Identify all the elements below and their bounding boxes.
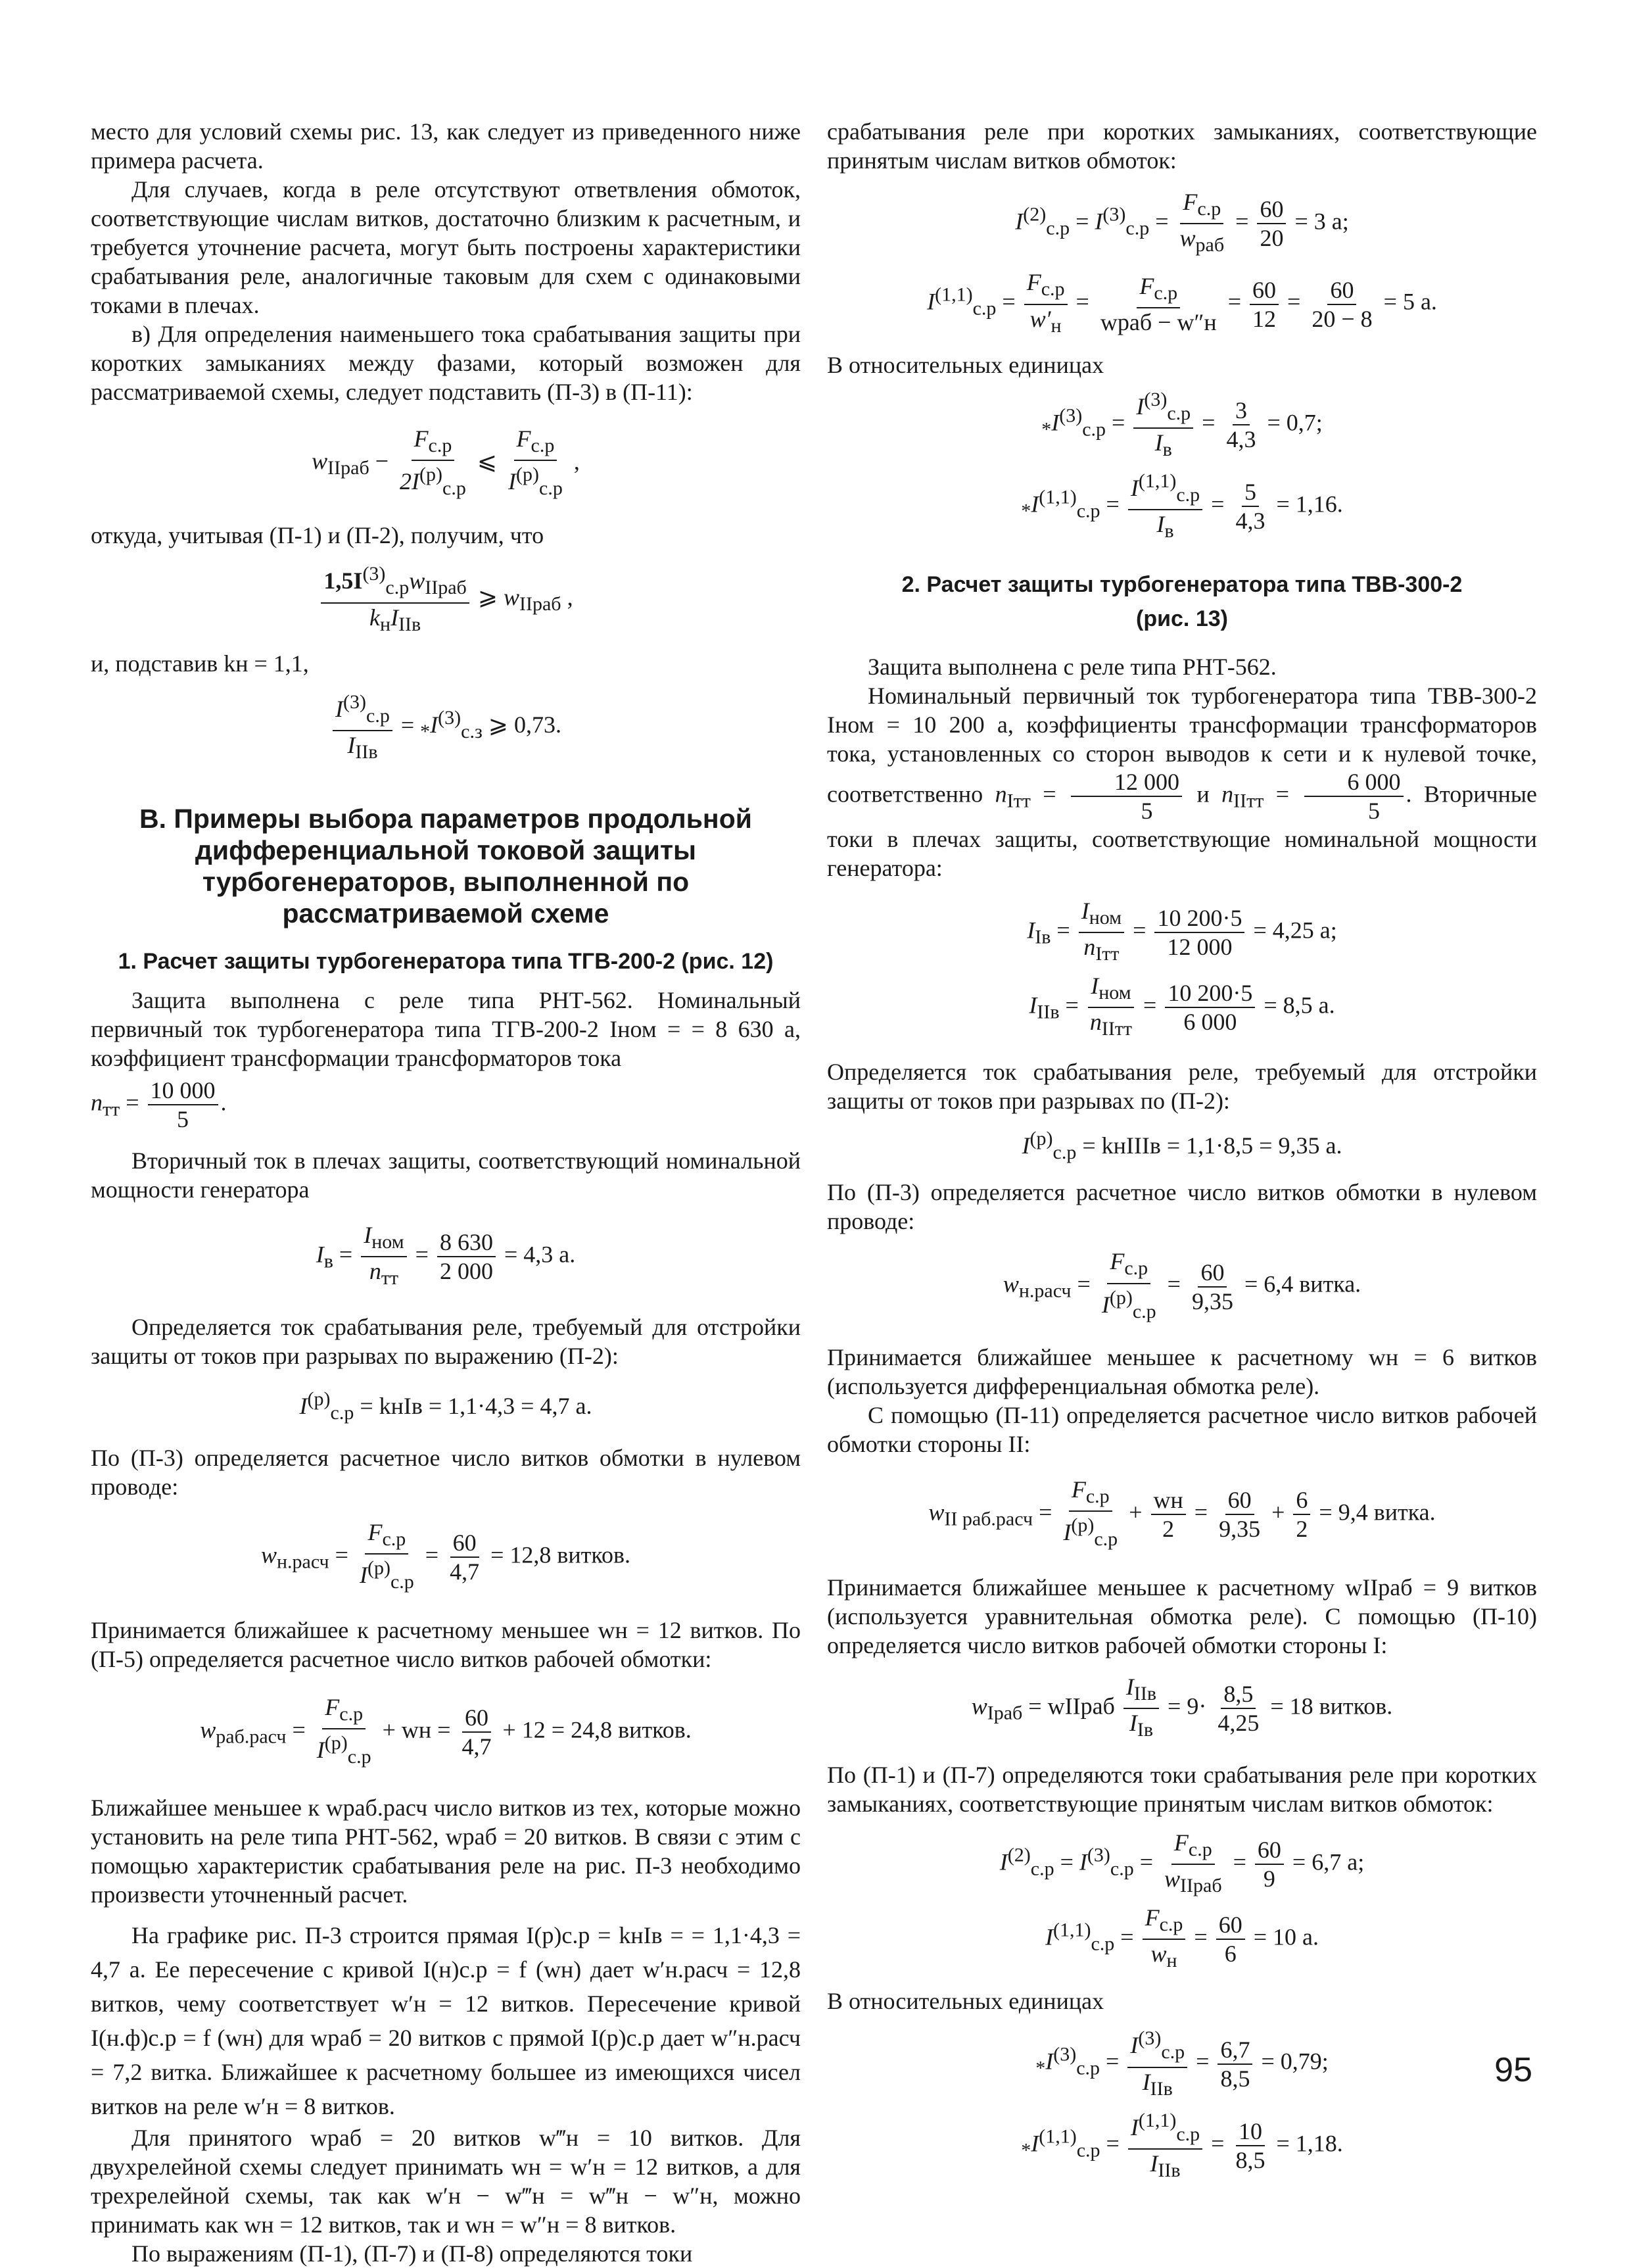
paragraph: срабатывания реле при коротких замыканиях, соответствующие принятым числам витков обмоток: xyxy=(827,118,1537,174)
fraction: $\frac{8,5}{4,25}$ xyxy=(1217,1681,1260,1737)
paragraph: Защита выполнена с реле типа РНТ-562. Номинальный первичный ток турбогенератора типа ТГВ-200-2 Iном = = 8 630 а, коэффициент трансформации трансформаторов тока xyxy=(91,987,801,1072)
paragraph: Принимается ближайшее меньшее к расчетному wн = 6 витков (используется дифференциальная обмотка реле). xyxy=(827,1343,1537,1399)
fraction: $\frac{60}{9,35}$ xyxy=(1219,1487,1261,1542)
fraction: $\frac{10 000}{5}$ xyxy=(148,1076,218,1133)
paragraph: место для условий схемы рис. 13, как следует из приведенного ниже примера расчета. xyxy=(91,118,801,174)
paragraph: По выражениям (П-1), (П-7) и (П-8) определяются токи xyxy=(131,2240,693,2267)
formula: $_*I^{(1,1)}_{с.р}$ = I$^{(1,1)}_{с.р}$ $I_{IIв}$ = $\frac{10}{8,5}$ = 1,18. xyxy=(827,2107,1537,2184)
fraction: $F_{с.р}$ $I^{(р)}_{с.р}$ xyxy=(316,1694,371,1768)
fraction: $F_{с.р}$ $2I^{(р)}_{с.р}$ xyxy=(400,425,466,500)
paragraph: Определяется ток срабатывания реле, требуемый для отстройки защиты от токов при разрывах по (П-2): xyxy=(827,1059,1537,1115)
formula: $I^{(р)}_{с.р}$ = kнIIIв = 1,1·8,5 = 9,35 а. xyxy=(1022,1128,1342,1164)
paragraph: в) Для определения наименьшего тока срабатывания защиты при коротких замыканиях между фазами, который возможен для рассматриваемой схемы, следует подставить (П-3) в (П-11): xyxy=(91,321,801,405)
formula-tail: , xyxy=(573,448,580,475)
formula xyxy=(91,425,801,502)
formula-term: $_*I^{(3)}_{с.з}$ ⩾ 0,73. xyxy=(420,707,561,743)
formula: $_*I^{(3)}_{с.р}$ = $I^{(3)}_{с.р}$ $I_{IIв}$ = $\frac{6,7}{8,5}$ = 0,79; xyxy=(827,2025,1537,2102)
fraction: $F_{с.р}$ $I^{(р)}_{с.р}$ xyxy=(359,1518,414,1593)
fraction: $I_{IIв}$ $I_{Iв}$ xyxy=(1123,1673,1159,1744)
fraction: $I^{(3)}_{с.р}$ $I_{IIв}$ xyxy=(333,688,392,766)
paragraph: С помощью (П-11) определяется расчетное число витков рабочей обмотки стороны II: xyxy=(827,1401,1537,1457)
paragraph: откуда, учитывая (П-1) и (П-2), получим, что xyxy=(91,522,544,549)
formula-term: $w_{IIраб}$ − xyxy=(312,448,395,479)
paragraph: Принимается ближайшее к расчетному меньшее wн = 12 витков. По (П-5) определяется расчетное число витков рабочей обмотки: xyxy=(91,1617,801,1673)
paragraph: Номинальный первичный ток турбогенератора типа ТВВ-300-2 Iном = 10 200 а, коэффициенты трансформации трансформаторов тока, установленных со сторон выводов к сети и к нулевой точке, соответственно $n_{Iтт}$ = $\frac{12 000}{5}$ и $n_{IIтт}$ = $\frac{6 000}{5}$ . Вторичные токи в плечах защиты, соответствующие номинальной мощности генератора: xyxy=(827,682,1538,881)
formula xyxy=(91,560,801,638)
paragraph: Для принятого wраб = 20 витков w‴н = 10 витков. Для двухрелейной схемы следует принимать wн = w′н = 12 витков, а для трехрелейной схемы, так как w′н − w‴н = w‴н − w″н, можно принимать как wн = 12 витков, так и wн = w″н = 8 витков. xyxy=(91,2125,801,2238)
section-heading: В. Примеры выбора параметров продольной дифференциальной токовой защиты турбогенераторов, выполненной по рассматриваемой схеме xyxy=(139,804,752,929)
formula: $_*I^{(3)}_{с.р}$ = $I^{(3)}_{с.р}$ $I_в$ = $\frac{3}{4,3}$ = 0,7; xyxy=(827,386,1537,464)
fraction: I$^{(1,1)}_{с.р}$ $I_{IIв}$ xyxy=(1128,2107,1202,2184)
formula-term: $w_{IIраб}$ , xyxy=(504,583,573,615)
paragraph: По (П-3) определяется расчетное число витков обмотки в нулевом проводе: xyxy=(827,1179,1537,1235)
relation: = xyxy=(400,712,421,738)
fraction: $I^{(3)}_{с.р}$ $I_{IIв}$ xyxy=(1127,2025,1187,2102)
fraction: wн 2 xyxy=(1151,1486,1186,1543)
fraction: $I_{ном}$ $n_{тт}$ xyxy=(361,1221,406,1292)
paragraph: Ближайшее меньшее к wраб.расч число витков из тех, которые можно установить на реле типа РНТ-562, wраб = 20 витков. В связи с этим с помощью характеристик срабатывания реле на рис. П-3 необходимо произвести уточненный расчет. xyxy=(91,1795,801,1908)
paragraph: Принимается ближайшее меньшее к расчетному wIIраб = 9 витков (используется уравнительная обмотка реле). С помощью (П-10) определяется число витков рабочей обмотки стороны I: xyxy=(827,1574,1537,1659)
formula: $n_{тт}$ = $\frac{10 000}{5}$ . xyxy=(91,1077,227,1133)
formula: $w_{II раб.расч}$ = $F_{с.р}$ $I^{(р)}_{с.р}$ + wн 2 = $\frac{60}{9,35}$ + $\frac{6}{2}$ = 9,4 витка. xyxy=(827,1476,1537,1553)
fraction: $\frac{3}{4,3}$ xyxy=(1226,397,1256,452)
paragraph: На графике рис. П-3 строится прямая I(р)с.р = kнIв = = 1,1·4,3 = 4,7 а. Ее пересечение с кривой I(н)с.р = f (wн) дает w′н.расч = 12,8 витков, чему соответствует w′н = 12 витков. Пересечение кривой I(н.ф)с.р = f (wн) для wраб = 20 витков с прямой I(р)с.р дает w″н.расч = 7,2 витка. Ближайшее к расчетному большее из имеющихся чисел витков на реле w′н = 8 витков. xyxy=(91,1922,801,2120)
fraction: I$^{(1,1)}_{с.р}$ $I_в$ xyxy=(1128,468,1202,545)
fraction: $F_{с.р}$ $I^{(р)}_{с.р}$ xyxy=(1101,1248,1156,1322)
paragraph: В относительных единицах xyxy=(827,351,1104,378)
relation: ⩽ xyxy=(477,448,504,475)
fraction: $1,5I^{(3)}_{с.р}w_{IIраб}$ $k_нI_{IIв}$ xyxy=(321,560,469,638)
formula: $I_{Iв}$ = $I_{ном}$ $n_{Iтт}$ = $\frac{10 200\cdot 5}{12 000}$ = 4,25 а; xyxy=(827,897,1537,968)
subsection-heading: 1. Расчет защиты турбогенератора типа ТГВ-200-2 (рис. 12) xyxy=(118,949,774,975)
fraction: $F_{с.р}$ wраб − w″н xyxy=(1100,272,1217,336)
fraction: $F_{с.р}$ $I^{(р)}_{с.р}$ xyxy=(508,425,563,500)
paragraph: Для случаев, когда в реле отсутствуют ответвления обмоток, соответствующие числам витков, достаточно близким к расчетным, и требуется уточнение расчета, могут быть построены характеристики срабатывания реле, аналогичные таковым для схем с одинаковыми токами в плечах. xyxy=(91,176,801,318)
subsection-heading-figure: (рис. 13) xyxy=(1136,606,1228,631)
formula: $w_{н.расч}$ = $F_{с.р}$ $I^{(р)}_{с.р}$ = $\frac{60}{4,7}$ = 12,8 витков. xyxy=(91,1518,801,1596)
formula: $I_в$ = $I_{ном}$ $n_{тт}$ = $\frac{8 630}{2 000}$ = 4,3 а. xyxy=(91,1221,801,1292)
paragraph-text: Номинальный первичный ток турбогенератора типа ТВВ-300-2 Iном = 10 200 а, коэффициенты трансформации трансформаторов тока, установленных со сторон выводов к сети и к нулевой точке, соответственно xyxy=(827,682,1537,807)
fraction: $\frac{60}{6}$ xyxy=(1216,1911,1245,1967)
fraction: $\frac{60}{4,7}$ xyxy=(461,1704,492,1760)
fraction: $\frac{60}{9,35}$ xyxy=(1191,1259,1233,1315)
formula: $I^{(р)}_{с.р}$ = kнIв = 1,1·4,3 = 4,7 а. xyxy=(299,1387,592,1424)
fraction: $\frac{60}{12}$ xyxy=(1250,276,1279,333)
fraction: $\frac{60}{20}$ xyxy=(1257,195,1286,252)
paragraph: Определяется ток срабатывания реле, требуемый для отстройки защиты от токов при разрывах по выражению (П-2): xyxy=(91,1313,801,1369)
right-column xyxy=(827,117,1537,2191)
fraction: $\frac{8 630}{2 000}$ xyxy=(437,1228,496,1285)
fraction: $F_{с.р}$ $w_н$ xyxy=(1143,1904,1186,1975)
formula: $w_{н.расч}$ = $F_{с.р}$ $I^{(р)}_{с.р}$ = $\frac{60}{9,35}$ = 6,4 витка. xyxy=(827,1247,1537,1325)
left-column xyxy=(91,117,801,2268)
formula: $_*I^{(1,1)}_{с.р}$ = I$^{(1,1)}_{с.р}$ $I_в$ = $\frac{5}{4,3}$ = 1,16. xyxy=(827,468,1537,545)
fraction: $\frac{6}{2}$ xyxy=(1293,1486,1310,1543)
paragraph: и, подставив kн = 1,1, xyxy=(91,650,309,677)
relation: ⩾ xyxy=(477,583,504,610)
subsection-heading: 2. Расчет защиты турбогенератора типа ТВВ-300-2 xyxy=(901,571,1463,597)
fraction: $F_{с.р}$ $w_{раб}$ xyxy=(1179,189,1225,256)
paragraph: В относительных единицах xyxy=(827,1988,1104,2015)
fraction: $I_{ном}$ $n_{IIтт}$ xyxy=(1087,972,1135,1043)
page-number: 95 xyxy=(1494,2051,1532,2089)
formula: $w_{Iраб}$ = wIIраб $I_{IIв}$ $I_{Iв}$ = 9· $\frac{8,5}{4,25}$ = 18 витков. xyxy=(827,1673,1537,1744)
fraction: $\frac{60}{20 - 8}$ xyxy=(1312,276,1373,332)
fraction: $F_{с.р}$ $w'_н$ xyxy=(1024,268,1068,339)
fraction: $\frac{10 200\cdot 5}{12 000}$ xyxy=(1154,904,1244,961)
paragraph: По (П-3) определяется расчетное число витков обмотки в нулевом проводе: xyxy=(91,1444,801,1500)
fraction: $\frac{60}{4,7}$ xyxy=(450,1529,480,1585)
formula: $I_{IIв}$ = $I_{ном}$ $n_{IIтт}$ = $\frac{10 200\cdot 5}{6 000}$ = 8,5 а. xyxy=(827,972,1537,1043)
fraction: $\frac{10 200\cdot 5}{6 000}$ xyxy=(1165,979,1255,1036)
formula: I$^{(1,1)}_{с.р}$ = $F_{с.р}$ $w_н$ = $\frac{60}{6}$ = 10 а. xyxy=(827,1904,1537,1975)
fraction: $\frac{6 000}{5}$ xyxy=(1304,768,1404,825)
paragraph: По (П-1) и (П-7) определяются токи срабатывания реле при коротких замыканиях, соответствующие принятым числам витков обмоток: xyxy=(827,1761,1537,1817)
fraction: $\frac{5}{4,3}$ xyxy=(1235,479,1265,535)
fraction: $\frac{12 000}{5}$ xyxy=(1071,768,1182,825)
fraction: $I_{ном}$ $n_{Iтт}$ xyxy=(1079,897,1124,968)
fraction: $\frac{60}{9}$ xyxy=(1255,1836,1284,1893)
fraction: $\frac{6,7}{8,5}$ xyxy=(1217,2036,1252,2092)
formula: $I^{(2)}_{с.р} = I^{(3)}_{с.р}$ = $F_{с.р}$ $w_{раб}$ = $\frac{60}{20}$ = 3 а; xyxy=(827,188,1537,259)
paragraph: Защита выполнена с реле типа РНТ-562. xyxy=(868,653,1277,680)
fraction: $\frac{10}{8,5}$ xyxy=(1235,2117,1265,2173)
paragraph-text: . Вторичные токи в плечах защиты, соответствующие номинальной мощности генератора: xyxy=(827,780,1538,881)
formula: $I^{(2)}_{с.р} = I^{(3)}_{с.р}$ = $F_{с.р}$ $w_{IIраб}$ = $\frac{60}{9}$ = 6,7 а; xyxy=(827,1829,1537,1900)
fraction: $F_{с.р}$ $I^{(р)}_{с.р}$ xyxy=(1063,1476,1118,1551)
fraction: $F_{с.р}$ $w_{IIраб}$ xyxy=(1164,1829,1222,1896)
fraction: $I^{(3)}_{с.р}$ $I_в$ xyxy=(1133,386,1193,464)
formula xyxy=(91,688,801,766)
paragraph: Вторичный ток в плечах защиты, соответствующий номинальной мощности генератора xyxy=(91,1147,801,1203)
formula: $w_{раб.расч}$ = $F_{с.р}$ $I^{(р)}_{с.р}$ + wн = $\frac{60}{4,7}$ + 12 = 24,8 витков. xyxy=(91,1693,801,1771)
formula: I$^{(1,1)}_{с.р}$ = $F_{с.р}$ $w'_н$ = $F_{с.р}$ wраб − w″н = $\frac{60}{12}$ = $\frac{60}{20 - 8}$ = 5 а. xyxy=(827,268,1537,339)
